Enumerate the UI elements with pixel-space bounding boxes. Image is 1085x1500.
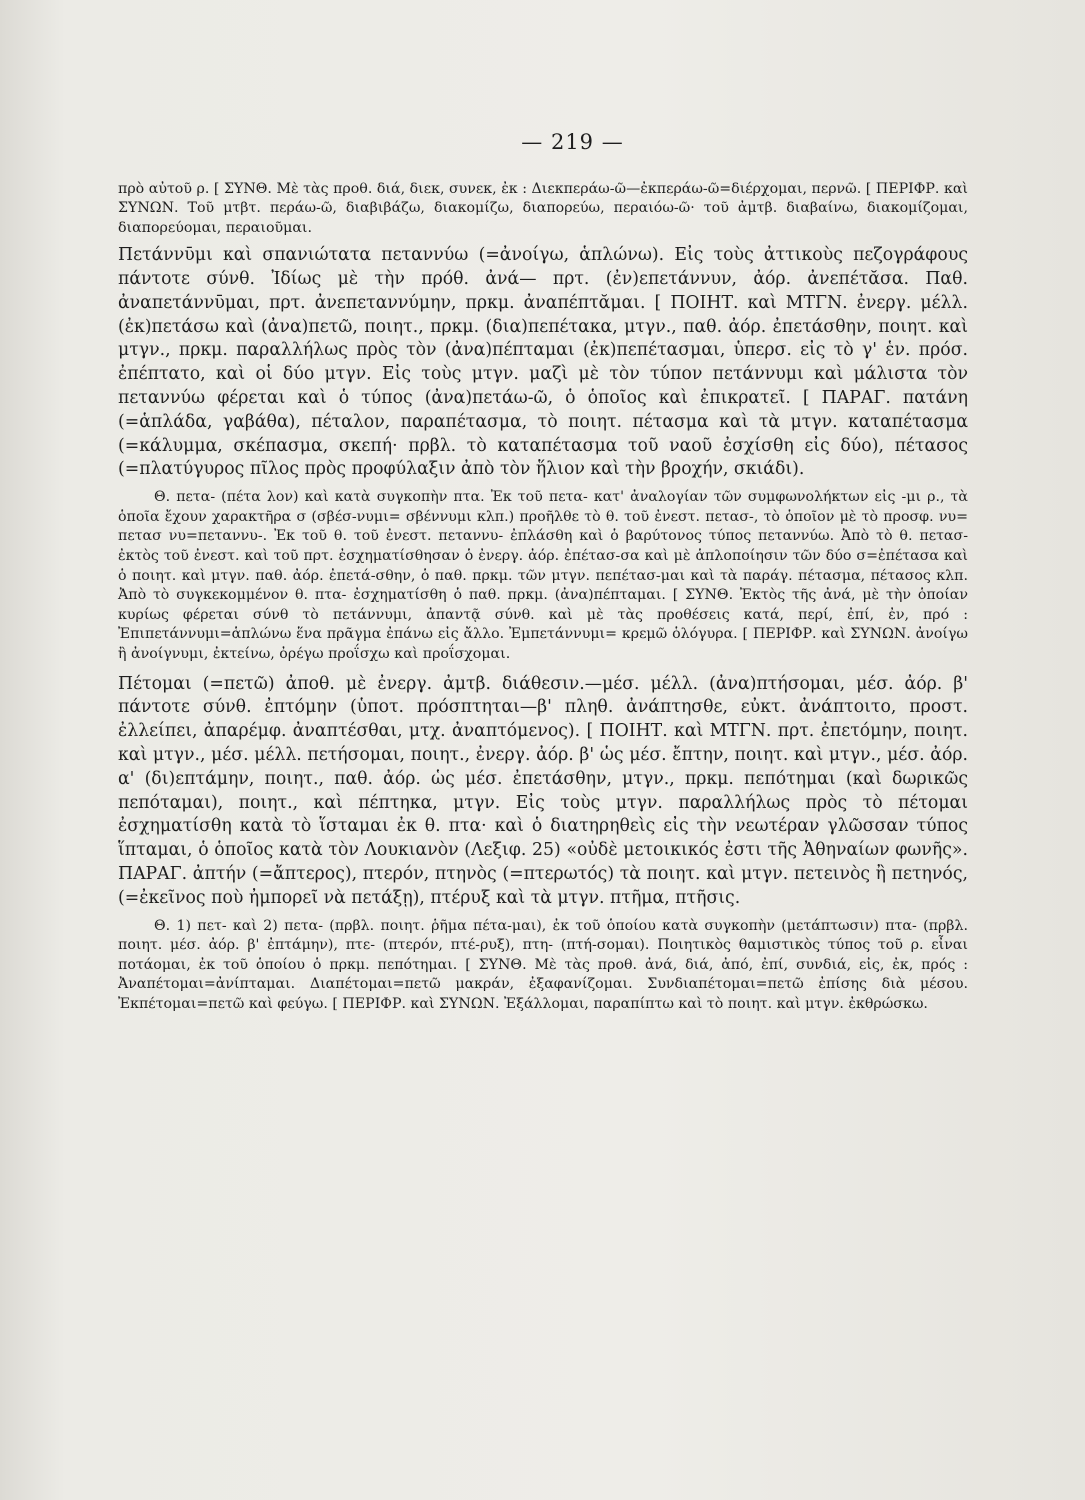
note-petomai: Θ. 1) πετ- καὶ 2) πετα- (πρβλ. ποιητ. ῥῆμα πέτα-μαι), ἐκ τοῦ ὁποίου κατὰ συγκοπὴν (μετάπτωσιν) πτα- (πρβλ. ποιητ. μέσ. ἀόρ. β' ἐπτάμην), πτε- (πτερόν, πτέ-ρυξ), πτη- (πτή-σομαι). Ποιητικὸς θαμιστικὸς τύπος τοῦ ρ. εἶναι ποτάομαι, ἐκ τοῦ ὁποίου ὁ πρκμ. πεπότημαι. [ ΣΥΝΘ. Μὲ τὰς προθ. ἀνά, διά, ἀπό, ἐπί, συνδιά, εἰς, ἐκ, πρός : Ἀναπέτομαι=ἀνίπταμαι. Διαπέτομαι=πετῶ μακράν, ἐξαφανίζομαι. Συνδιαπέτομαι=πετῶ ἐπίσης διὰ μέσου. Ἐκπέτομαι=πετῶ καὶ φεύγω. [ ΠΕΡΙΦΡ. καὶ ΣΥΝΩΝ. Ἐξάλλομαι, παραπίπτω καὶ τὸ ποιητ. καὶ μτγν. ἐκθρώσκω.	[118, 917, 968, 1012]
entry-petannymi: Πετάννῡμι καὶ σπανιώτατα πεταννύω (=ἀνοίγω, ἁπλώνω). Εἰς τοὺς ἀττικοὺς πεζογράφους πάντοτε σύνθ. Ἰδίως μὲ τὴν πρόθ. ἀνά— πρτ. (ἐν)επετάννυν, ἀόρ. ἀνεπέτᾰσα. Παθ. ἀναπετάννῡμαι, πρτ. ἀνεπεταννύμην, πρκμ. ἀναπέπτᾰμαι. [ ΠΟΙΗΤ. καὶ ΜΤΓΝ. ἐνεργ. μέλλ. (ἐκ)πετάσω καὶ (ἀνα)πετῶ, ποιητ., πρκμ. (δια)πεπέτακα, μτγν., παθ. ἀόρ. ἐπετάσθην, ποιητ. καὶ μτγν., πρκμ. παραλλήλως πρὸς τὸν (ἀνα)πέπταμαι (ἐκ)πεπέτασμαι, ὑπερσ. εἰς τὸ γ' ἑν. πρόσ. ἐπέπτατο, καὶ οἱ δύο μτγν. Εἰς τοὺς μτγν. μαζὶ μὲ τὸν τύπον πετάννυμι καὶ μάλιστα τὸν πεταννύω φέρεται καὶ ὁ τύπος (ἀνα)πετάω-ῶ, ὁ ὁποῖος καὶ ἐπικρατεῖ. [ ΠΑΡΑΓ. πατάνη (=ἁπλάδα, γαβάθα), πέταλον, παραπέτασμα, τὸ ποιητ. πέτασμα καὶ τὰ μτγν. καταπέτασμα (=κάλυμμα, σκέπασμα, σκεπή· πρβλ. τὸ καταπέτασμα τοῦ ναοῦ ἐσχίσθη εἰς δύο), πέτασος (=πλατύγυρος πῖλος πρὸς προφύλαξιν ἀπὸ τὸν ἥλιον καὶ τὴν βροχήν, σκιάδι).	[118, 245, 968, 480]
paragraph-continuation: πρὸ αὐτοῦ ρ. [ ΣΥΝΘ. Μὲ τὰς προθ. διά, διεκ, συνεκ, ἐκ : Διεκπεράω-ῶ—ἐκπεράω-ῶ=διέρχομαι, περνῶ. [ ΠΕΡΙΦΡ. καὶ ΣΥΝΩΝ. Τοῦ μτβτ. περάω-ῶ, διαβιβάζω, διακομίζω, διαπορεύω, περαιόω-ῶ· τοῦ ἀμτβ. διαβαίνω, διακομίζομαι, διαπορεύομαι, περαιοῦμαι.	[118, 181, 968, 236]
page-content	[118, 180, 968, 1014]
note-petannymi: Θ. πετα- (πέτα λον) καὶ κατὰ συγκοπὴν πτα. Ἐκ τοῦ πετα- κατ' ἀναλογίαν τῶν συμφωνολήκτων εἰς -μι ρ., τὰ ὁποῖα ἔχουν χαρακτῆρα σ (σβέσ-νυμι= σβέννυμι κλπ.) προῆλθε τὸ θ. τοῦ ἐνεστ. πετασ-, τὸ ὁποῖον μὲ τὸ προσφ. νυ= πετασ νυ=πεταννυ-. Ἐκ τοῦ θ. τοῦ ἐνεστ. πεταννυ- ἐπλάσθη καὶ ὁ βαρύτονος τύπος πεταννύω. Ἀπὸ τὸ θ. πετασ- ἐκτὸς τοῦ ἐνεστ. καὶ τοῦ πρτ. ἐσχηματίσθησαν ὁ ἐνεργ. ἀόρ. ἐπέτασ-σα καὶ μὲ ἁπλοποίησιν τῶν δύο σ=ἐπέτασα καὶ ὁ ποιητ. καὶ μτγν. παθ. ἀόρ. ἐπετά-σθην, ὁ παθ. πρκμ. τῶν μτγν. πεπέτασ-μαι καὶ τὰ παράγ. πέτασμα, πέτασος κλπ. Ἀπὸ τὸ συγκεκομμένον θ. πτα- ἐσχηματίσθη ὁ παθ. πρκμ. (ἀνα)πέπταμαι. [ ΣΥΝΘ. Ἐκτὸς τῆς ἀνά, μὲ τὴν ὁποίαν κυρίως φέρεται σύνθ τὸ πετάννυμι, ἀπαντᾷ σύνθ. καὶ μὲ τὰς προθέσεις κατά, περί, ἐπί, ἐν, πρό : Ἐπιπετάννυμι=ἁπλώνω ἕνα πρᾶγμα ἐπάνω εἰς ἄλλο. Ἐμπετάννυμι= κρεμῶ ὁλόγυρα. [ ΠΕΡΙΦΡ. καὶ ΣΥΝΩΝ. ἀνοίγω ἢ ἀνοίγνυμι, ἐκτείνω, ὀρέγω προΐσχω καὶ προΐσχομαι.	[118, 489, 968, 662]
entry-petomai: Πέτομαι (=πετῶ) ἀποθ. μὲ ἐνεργ. ἀμτβ. διάθεσιν.—μέσ. μέλλ. (ἀνα)πτήσομαι, μέσ. ἀόρ. β' πάντοτε σύνθ. ἐπτόμην (ὑποτ. πρόσπτηται—β' πληθ. ἀνάπτησθε, εὐκτ. ἀνάπτοιτο, προστ. ἐλλείπει, ἀπαρέμφ. ἀναπτέσθαι, μτχ. ἀναπτόμενος). [ ΠΟΙΗΤ. καὶ ΜΤΓΝ. πρτ. ἐπετόμην, ποιητ. καὶ μτγν., μέσ. μέλλ. πετήσομαι, ποιητ., ἐνεργ. ἀόρ. β' ὡς μέσ. ἔπτην, ποιητ. καὶ μτγν., μέσ. ἀόρ. α' (δι)επτάμην, ποιητ., παθ. ἀόρ. ὡς μέσ. ἐπετάσθην, μτγν., πρκμ. πεπότημαι (καὶ δωρικῶς πεπόταμαι), ποιητ., καὶ πέπτηκα, μτγν. Εἰς τοὺς μτγν. παραλλήλως πρὸς τὸ πέτομαι ἐσχηματίσθη κατὰ τὸ ἵσταμαι ἐκ θ. πτα· καὶ ὁ διατηρηθεὶς εἰς τὴν νεωτέραν γλῶσσαν τύπος ἵπταμαι, ὁ ὁποῖος κατὰ τὸν Λουκιανὸν (Λεξιφ. 25) «οὐδὲ μετοικικός ἐστι τῆς Ἀθηναίων φωνῆς». ΠΑΡΑΓ. ἀπτήν (=ἄπτερος), πτερόν, πτηνὸς (=πτερωτός) τὰ ποιητ. καὶ μτγν. πετεινὸς ἢ πετηνός, (=ἐκεῖνος ποὺ ἠμπορεῖ νὰ πετάξῃ), πτέρυξ καὶ τὰ μτγν. πτῆμα, πτῆσις.	[118, 673, 968, 908]
page-number: — 219 —	[521, 130, 624, 154]
